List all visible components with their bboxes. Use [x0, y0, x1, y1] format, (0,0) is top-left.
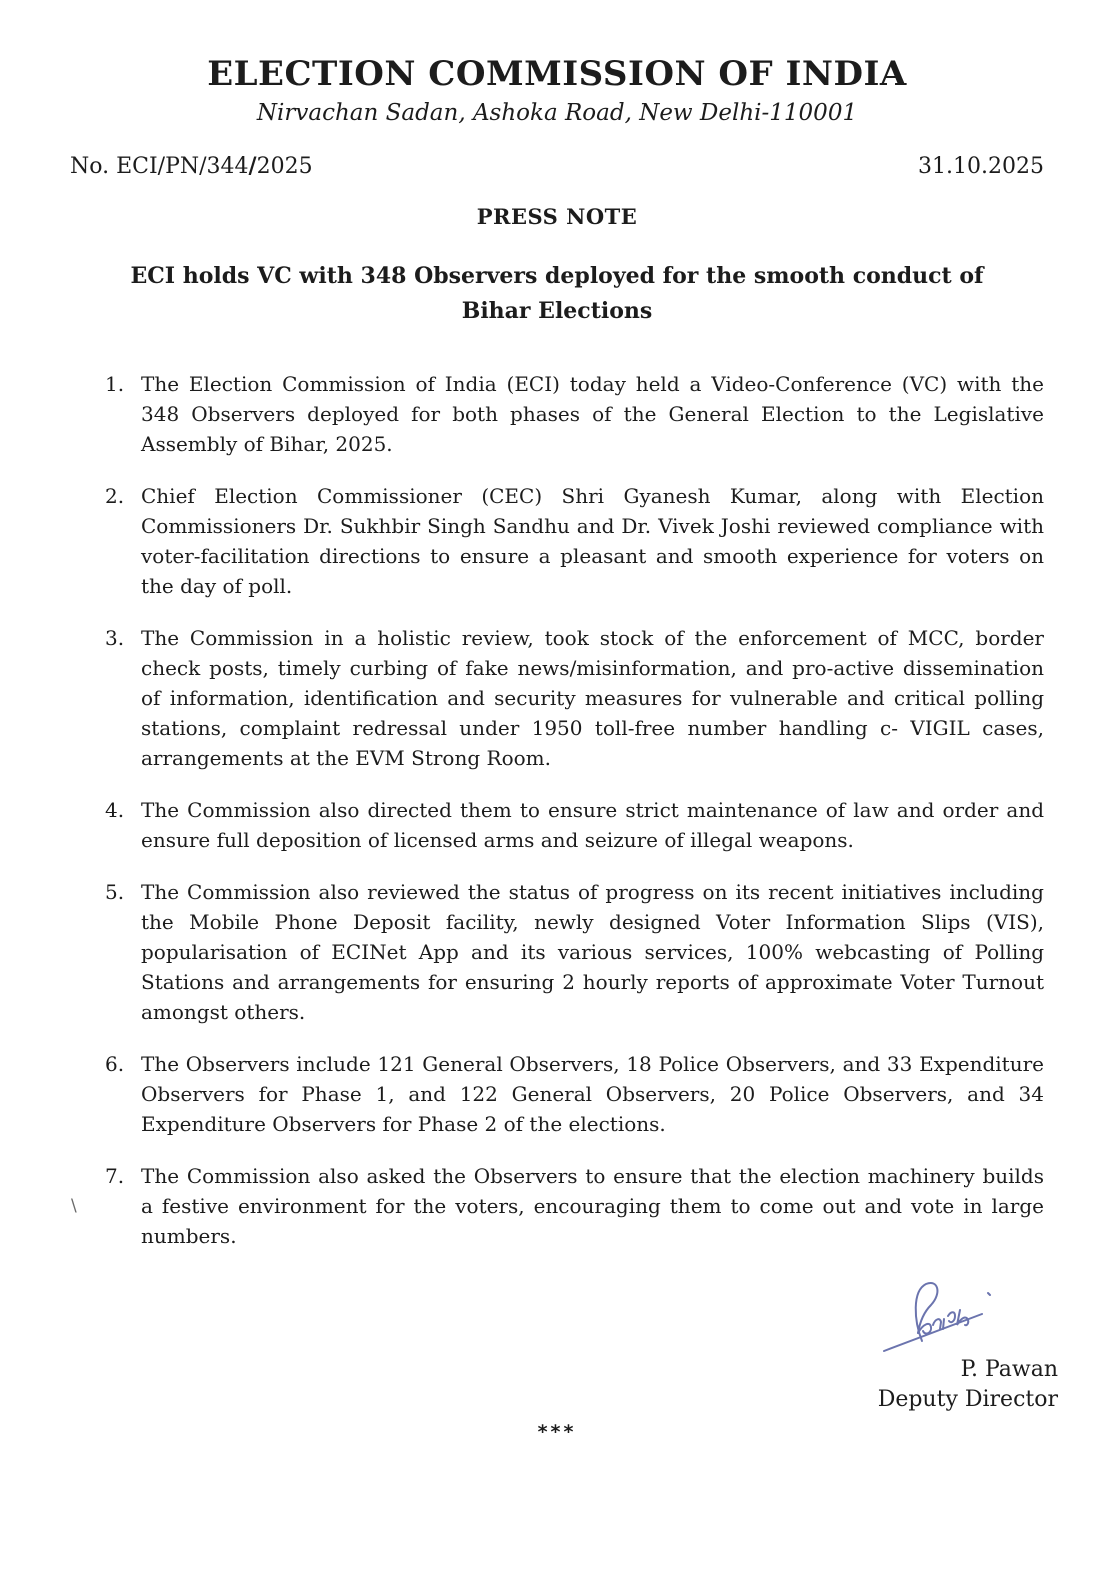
org-address: Nirvachan Sadan, Ashoka Road, New Delhi-110001 [256, 100, 858, 127]
list-item-number: 1. [105, 372, 125, 397]
list-item [105, 623, 1044, 773]
list-item [105, 481, 1044, 601]
signature-image [870, 1277, 1020, 1355]
end-of-document-mark: *** [537, 1420, 577, 1443]
list-item-text: The Commission in a holistic review, took stock of the enforcement of MCC, border check posts, timely curbing of fake news/misinformation, and pro-active dissemination of information, identification and security measures for vulnerable and critical polling stations, complaint redressal under 1950 toll-free number handling c- VIGIL cases, arrangements at the EVM Strong Room. [141, 626, 1044, 771]
list-item-text: The Commission also asked the Observers to ensure that the election machinery builds a festive environment for the voters, encouraging them to come out and vote in large numbers. [141, 1164, 1044, 1249]
list-item-text: The Election Commission of India (ECI) today held a Video-Conference (VC) with the 348 Observers deployed for both phases of the General Election to the Legislative Assembly of Bihar, 2025. [141, 372, 1044, 457]
reference-number [70, 153, 313, 179]
list-item-text: The Commission also directed them to ensure strict maintenance of law and order and ensure full deposition of licensed arms and seizure of illegal weapons. [141, 798, 1044, 853]
signature-block [70, 1277, 1058, 1414]
list-item-number: 4. [105, 798, 125, 823]
stray-scan-mark: \ [71, 1196, 77, 1216]
list-item-number: 3. [105, 626, 125, 651]
document-date: 31.10.2025 [918, 153, 1044, 179]
list-item-number: 2. [105, 484, 125, 509]
list-item-text: Chief Election Commissioner (CEC) Shri Gyanesh Kumar, along with Election Commissioners Dr. Sukhbir Singh Sandhu and Dr. Vivek Joshi reviewed compliance with voter-facilitation directions to ensure a pleasant and smooth experience for voters on the day of poll. [141, 484, 1044, 599]
signatory-title: Deputy Director [877, 1387, 1058, 1413]
doc-type-label: PRESS NOTE [476, 203, 638, 229]
reference-year: 2025 [256, 153, 313, 179]
list-item-number: 6. [105, 1052, 125, 1077]
list-item-number: 5. [105, 880, 125, 905]
list-item [105, 369, 1044, 459]
reference-date-row [70, 153, 1044, 179]
reference-slash: / [248, 152, 257, 179]
reference-prefix: No. ECI/PN/344 [70, 153, 249, 179]
list-item [105, 795, 1044, 855]
org-name-heading: ELECTION COMMISSION OF INDIA [207, 54, 907, 94]
numbered-list [105, 369, 1044, 1251]
signatory-name: P. Pawan [960, 1357, 1058, 1383]
list-item-text: The Observers include 121 General Observers, 18 Police Observers, and 33 Expenditure Observers for Phase 1, and 122 General Observers, 20 Police Observers, and 34 Expenditure Observers for Phase 2 of the elections. [141, 1052, 1044, 1137]
list-item [105, 1161, 1044, 1251]
list-item-number: 7. [105, 1164, 125, 1189]
note-title: ECI holds VC with 348 Observers deployed for the smooth conduct of Bihar Elections [130, 262, 984, 325]
list-item [105, 877, 1044, 1027]
list-item-text: The Commission also reviewed the status of progress on its recent initiatives including the Mobile Phone Deposit facility, newly designed Voter Information Slips (VIS), popularisation of ECINet App and its various services, 100% webcasting of Polling Stations and arrangements for ensuring 2 hourly reports of approximate Voter Turnout amongst others. [141, 880, 1044, 1025]
list-item [105, 1049, 1044, 1139]
